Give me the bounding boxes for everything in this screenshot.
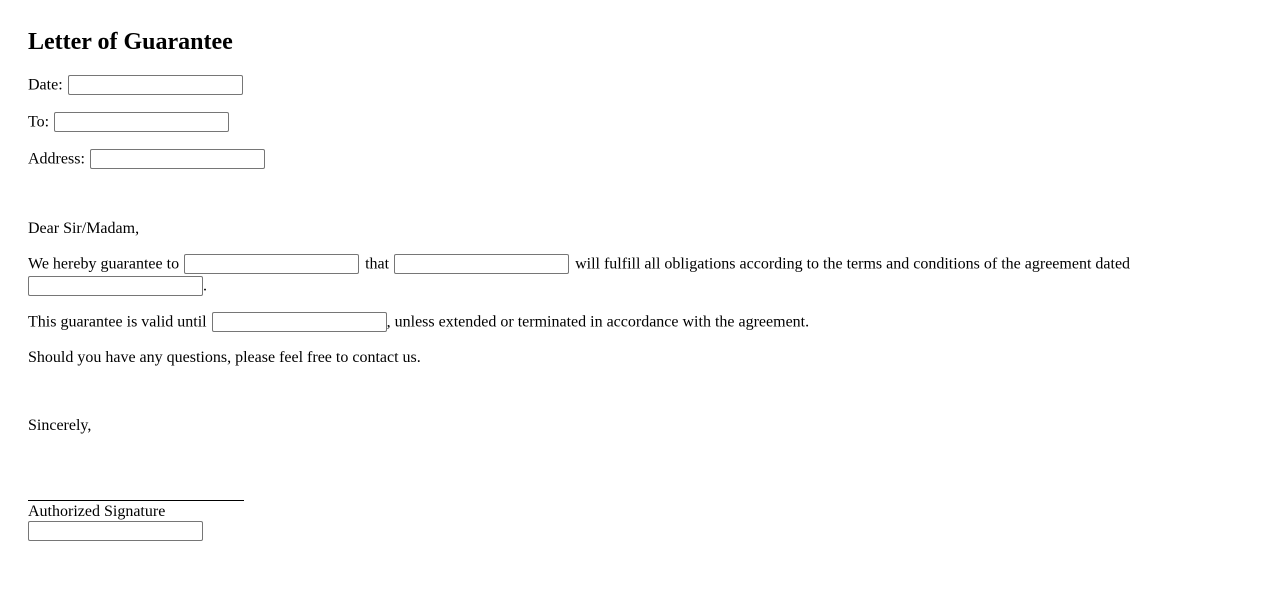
date-row bbox=[28, 76, 245, 96]
to-label: To: bbox=[28, 113, 50, 131]
guarantee-text-1: We hereby guarantee to bbox=[28, 255, 180, 273]
salutation: Dear Sir/Madam, bbox=[28, 220, 140, 237]
page-title: Letter of Guarantee bbox=[28, 29, 233, 55]
guarantee-period: . bbox=[203, 277, 207, 295]
date-label: Date: bbox=[28, 76, 63, 94]
signature-line bbox=[28, 500, 244, 501]
address-row bbox=[28, 150, 267, 170]
agreement-date-field[interactable] bbox=[28, 276, 203, 296]
beneficiary-field[interactable] bbox=[184, 254, 359, 274]
obligor-field[interactable] bbox=[394, 254, 569, 274]
to-field[interactable] bbox=[54, 112, 229, 132]
guarantee-text-3: will fulfill all obligations according to the terms and conditions of the agreement dated bbox=[575, 255, 1131, 273]
validity-text-1: This guarantee is valid until bbox=[28, 313, 207, 331]
valid-until-field[interactable] bbox=[212, 312, 387, 332]
address-field[interactable] bbox=[90, 149, 265, 169]
address-label: Address: bbox=[28, 150, 85, 168]
signature-row bbox=[28, 522, 205, 542]
guarantee-paragraph-line1 bbox=[28, 255, 1130, 275]
guarantee-paragraph-line2 bbox=[28, 277, 207, 297]
signature-label: Authorized Signature bbox=[28, 503, 166, 520]
date-field[interactable] bbox=[68, 75, 243, 95]
validity-paragraph bbox=[28, 313, 809, 333]
guarantee-text-2: that bbox=[365, 255, 390, 273]
to-row bbox=[28, 113, 231, 133]
validity-text-2: , unless extended or terminated in accordance with the agreement. bbox=[386, 313, 810, 331]
closing: Sincerely, bbox=[28, 417, 92, 434]
contact-paragraph: Should you have any questions, please feel free to contact us. bbox=[28, 349, 421, 366]
signature-field[interactable] bbox=[28, 521, 203, 541]
